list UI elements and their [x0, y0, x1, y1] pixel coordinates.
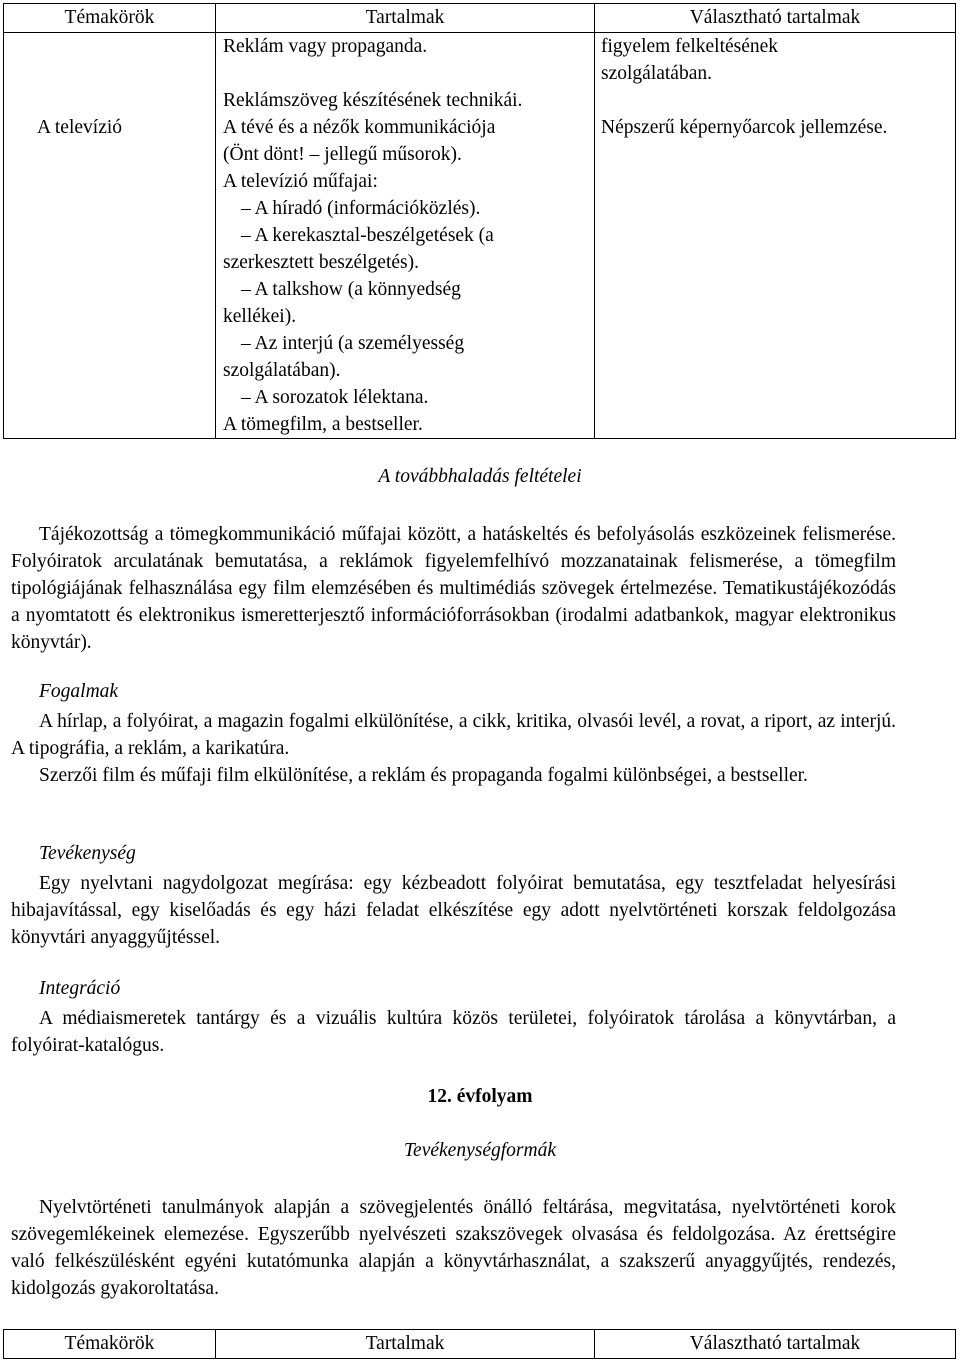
content-line: – Az interjú (a személyesség — [241, 333, 465, 354]
content-line: Reklám vagy propaganda. — [223, 36, 428, 57]
header-temakorok: Témakörök — [4, 4, 216, 33]
grade-heading: 12. évfolyam — [427, 1086, 533, 1107]
content-line: A tévé és a nézők kommunikációja — [223, 117, 496, 138]
tevekenyseg-text-content: Egy nyelvtani nagydolgozat megírása: egy kézbeadott folyóirat bemutatása, egy tesztfeladat helyesírási hibajavítással, egy kiselőadás és egy házi feladat elkészítése egy adott nyelvtörténeti korszak feldolgozása könyvtári anyaggyűjtéssel. — [11, 873, 896, 948]
content-table-top — [3, 3, 956, 439]
content-cell — [216, 411, 595, 439]
header-tartalmak: Tartalmak — [216, 4, 595, 33]
table-row — [4, 411, 956, 439]
paragraph-requirements — [11, 521, 896, 656]
optional-cell — [595, 411, 956, 439]
integracio-text-content: A médiaismeretek tantárgy és a vizuális kultúra közös területei, folyóiratok tárolása a könyvtárban, a folyóirat-katalógus. — [11, 1008, 896, 1056]
content-cell — [216, 195, 595, 411]
fogalmak-heading: Fogalmak — [39, 681, 119, 702]
optional-cell — [595, 195, 956, 411]
header-valaszthato: Választható tartalmak — [595, 1330, 956, 1359]
optional-cell — [595, 114, 956, 195]
content-line: – A sorozatok lélektana. — [241, 387, 429, 408]
paragraph-activity-forms — [11, 1194, 896, 1302]
header-valaszthato: Választható tartalmak — [595, 4, 956, 33]
content-line: (Önt dönt! – jellegű műsorok). — [223, 144, 462, 165]
table-row — [4, 114, 956, 195]
tevekenyseg-text — [11, 870, 896, 951]
integracio-text — [11, 1005, 896, 1059]
optional-line: szolgálatában. — [601, 63, 712, 84]
topic-cell: A televízió — [4, 114, 216, 195]
topic-cell — [4, 33, 216, 88]
content-cell — [216, 87, 595, 114]
topic-cell — [4, 195, 216, 411]
content-line: A tömegfilm, a bestseller. — [223, 414, 423, 435]
paragraph-requirements-text: Tájékozottság a tömegkommunikáció műfajai között, a hatáskeltés és befolyásolás eszközeinek felismerése. Folyóiratok arculatának bemutatása, a reklámok figyelemfelhívó mozzanatainak felismerése, a tömegfilm tipológiájának felhasználása egy film elemzésében és multimédiás szövegek értelmezése. Tematikustájékozódás a nyomtatott és elektronikus ismeretterjesztő információforrásokban (irodalmi adatbankok, magyar elektronikus könyvtár). — [11, 524, 896, 653]
section-title: A továbbhaladás feltételei — [378, 466, 582, 487]
header-tartalmak: Tartalmak — [216, 1330, 595, 1359]
table-row — [4, 87, 956, 114]
table-row — [4, 195, 956, 411]
content-table-bottom — [3, 1329, 956, 1359]
content-line: – A híradó (információközlés). — [241, 198, 481, 219]
fogalmak-text-2 — [11, 762, 896, 789]
paragraph-activity-forms-text: Nyelvtörténeti tanulmányok alapján a szövegjelentés önálló feltárása, megvitatása, nyelvtörténeti korok szövegemlékeinek elemezése. Egyszerűbb nyelvészeti szakszövegek olvasása és feldolgozása. Az érettségire való felkészülésként egyéni kutatómunka alapján a könyvtárhasználat, a szakszerű anyaggyűjtés, rendezés, kidolgozás gyakoroltatása. — [11, 1197, 896, 1299]
optional-cell — [595, 33, 956, 88]
optional-line: Népszerű képernyőarcok jellemzése. — [601, 117, 888, 138]
fogalmak-text-1-content: A hírlap, a folyóirat, a magazin fogalmi elkülönítése, a cikk, kritika, olvasói levél, a rovat, a riport, az interjú. A tipográfia, a reklám, a karikatúra. — [11, 711, 896, 759]
content-line: kellékei). — [223, 306, 297, 327]
activity-forms-heading: Tevékenységformák — [404, 1140, 556, 1161]
content-cell — [216, 33, 595, 88]
content-line: – A talkshow (a könnyedség — [241, 279, 461, 300]
fogalmak-text-1 — [11, 708, 896, 762]
fogalmak-text-2-content: Szerzői film és műfaji film elkülönítése, a reklám és propaganda fogalmi különbségei, a bestseller. — [39, 765, 808, 786]
content-cell — [216, 114, 595, 195]
topic-cell — [4, 411, 216, 439]
header-temakorok: Témakörök — [4, 1330, 216, 1359]
table-row — [4, 33, 956, 88]
optional-cell — [595, 87, 956, 114]
content-line: A televízió műfajai: — [223, 171, 378, 192]
integracio-heading: Integráció — [39, 978, 121, 999]
tevekenyseg-heading: Tevékenység — [39, 843, 136, 864]
content-line: Reklámszöveg készítésének technikái. — [223, 90, 523, 111]
content-line: – A kerekasztal-beszélgetések (a — [241, 225, 494, 246]
topic-cell — [4, 87, 216, 114]
content-line: szerkesztett beszélgetés). — [223, 252, 419, 273]
optional-line: figyelem felkeltésének — [601, 36, 779, 57]
content-line: szolgálatában). — [223, 360, 341, 381]
